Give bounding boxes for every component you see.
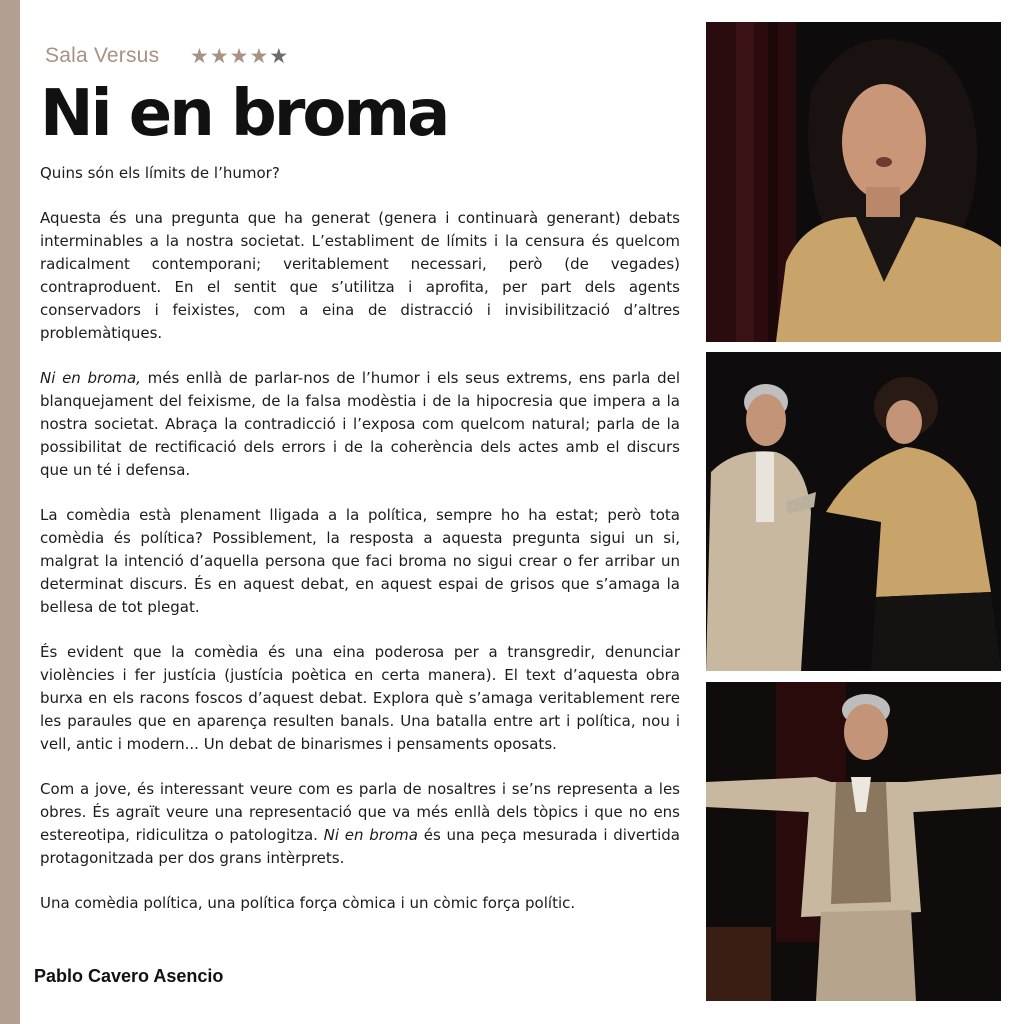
photo-actor-arms-open xyxy=(706,682,1001,1001)
play-title-italic: Ni en broma xyxy=(323,826,418,844)
paragraph-4: És evident que la comèdia és una eina poderosa per a transgredir, denunciar violències i fer justícia (justícia poètica en certa manera). El text d’aquesta obra burxa en els racons foscos d’aquest debat. Explora què s’amaga veritablement rere les paraules que en aparença resulten banals. Una batalla entre art i política, nou i vell, antic i modern... Un debat de binarismes i pensaments oposats. xyxy=(40,643,680,753)
paragraph-6: Una comèdia política, una política força còmica i un còmic força polític. xyxy=(40,894,576,912)
paragraph-5-text-a: Com a jove, és interessant veure com es parla de nosaltres i se’ns representa a les obres. És agraït veure una representació que va més enllà dels tòpics i que no ens estereotipa, ridiculitza o patologitza. xyxy=(40,780,680,844)
star-filled-icons: ★★★★ xyxy=(190,44,270,68)
paragraph-5-text-b: és una peça mesurada i divertida protagonitzada per dos grans intèrprets. xyxy=(40,826,680,867)
star-empty-icon: ★ xyxy=(269,44,290,68)
venue-name: Sala Versus xyxy=(45,44,160,67)
paragraph-1: Aquesta és una pregunta que ha generat (genera i continuarà generant) debats interminables a la nostra societat. L’establiment de límits i la censura és quelcom radicalment contemporani; veritablement necessari, però (de vegades) contraproduent. En el sentit que s’utilitza i aprofita, per part dels agents conservadors i feixistes, com a eina de distracció i invisibilització d’altres problemàtiques. xyxy=(40,209,680,342)
photo-actress-closeup xyxy=(706,22,1001,342)
star-rating xyxy=(190,44,289,68)
paragraph-2 xyxy=(40,367,680,482)
side-accent-bar xyxy=(0,0,20,1024)
paragraph-3: La comèdia està plenament lligada a la política, sempre ho ha estat; però tota comèdia és política? Possiblement, la resposta a aquesta pregunta sigui un si, malgrat la intenció d’aquella persona que faci broma no sigui crear o fer arribar un determinat discurs. És en aquest debat, en aquest espai de grisos que s’amaga la bellesa de tot plegat. xyxy=(40,506,680,616)
article-body xyxy=(40,162,680,937)
paragraph-2-text: més enllà de parlar-nos de l’humor i els seus extrems, ens parla del blanquejament del feixisme, de la falsa modèstia i de la hipocresia que impera a la nostra societat. Abraça la contradicció i l’exposa com quelcom natural; parla de la possibilitat de rectificació dels errors i de la coherència dels actes amb el discurs que un té i defensa. xyxy=(40,369,680,479)
play-title-italic: Ni en broma, xyxy=(40,369,141,387)
author-name: Pablo Cavero Asencio xyxy=(34,966,224,986)
paragraph-5 xyxy=(40,778,680,870)
intro-question: Quins són els límits de l’humor? xyxy=(40,164,280,182)
article-title: Ni en broma xyxy=(40,77,448,151)
photo-two-actors xyxy=(706,352,1001,671)
